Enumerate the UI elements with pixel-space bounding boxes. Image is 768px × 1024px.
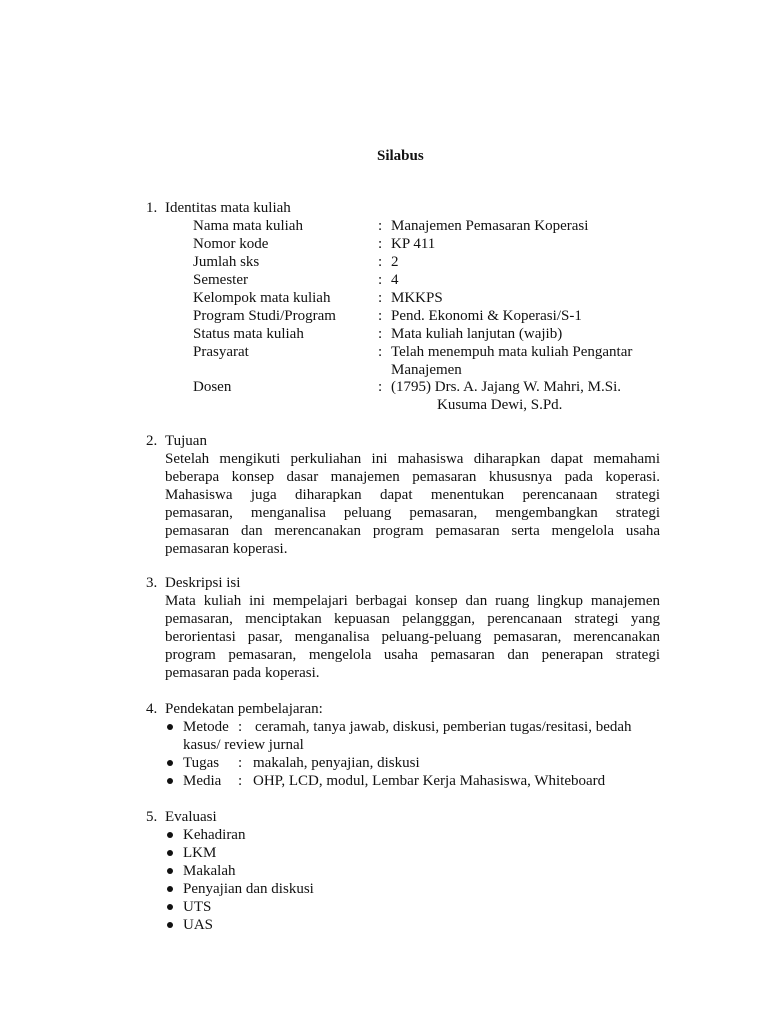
bullet-icon (167, 832, 173, 838)
section-2-paragraph (165, 450, 660, 558)
section-4-number: 4. (146, 701, 158, 717)
section-2-heading: Tujuan (165, 433, 207, 449)
identity-colon: : (378, 272, 383, 288)
evaluation-item: UAS (183, 917, 214, 933)
media-label: Media (183, 773, 222, 789)
identity-colon: : (378, 254, 383, 270)
paragraph-line: program pemasaran, mengelola usaha pemasaran dan penerapan strategi (165, 647, 660, 663)
paragraph-line: pemasaran koperasi. (165, 541, 288, 557)
evaluation-item: Penyajian dan diskusi (183, 881, 314, 897)
section-3-paragraph (165, 592, 660, 682)
method-value (255, 718, 658, 736)
method-value-cont: kasus/ review jurnal (183, 737, 304, 753)
identity-label-lecturer: Dosen (193, 379, 232, 395)
paragraph-line: beberapa konsep dasar manajemen pemasaran khususnya pada koperasi. (165, 469, 660, 485)
identity-value-lecturer-2: Kusuma Dewi, S.Pd. (437, 397, 563, 413)
section-5-number: 5. (146, 809, 158, 825)
identity-label-semester: Semester (193, 272, 248, 288)
method-value-text: ceramah, tanya jawab, diskusi, pemberian tugas/resitasi, bedah (255, 719, 632, 735)
section-2-number: 2. (146, 433, 158, 449)
evaluation-item: LKM (183, 845, 217, 861)
identity-value-semester: 4 (391, 272, 399, 288)
identity-colon: : (378, 236, 383, 252)
identity-value-course-name: Manajemen Pemasaran Koperasi (391, 218, 589, 234)
identity-label-course-name: Nama mata kuliah (193, 218, 303, 234)
identity-value-group: MKKPS (391, 290, 443, 306)
section-4-heading: Pendekatan pembelajaran: (165, 701, 323, 717)
evaluation-item: Kehadiran (183, 827, 246, 843)
section-3-heading: Deskripsi isi (165, 575, 241, 591)
identity-colon: : (378, 218, 383, 234)
bullet-icon (167, 868, 173, 874)
bullet-icon (167, 724, 173, 730)
task-colon: : (238, 755, 243, 771)
media-colon: : (238, 773, 243, 789)
identity-colon: : (378, 379, 383, 395)
task-label: Tugas (183, 755, 220, 771)
paragraph-line: Mata kuliah ini mempelajari berbagai konsep dan ruang lingkup manajemen (165, 593, 660, 609)
identity-label-code: Nomor kode (193, 236, 269, 252)
section-1-heading: Identitas mata kuliah (165, 200, 291, 216)
paragraph-line: berorientasi pasar, menganalisa peluang-peluang pemasaran, merencanakan (165, 629, 660, 645)
identity-label-status: Status mata kuliah (193, 326, 304, 342)
identity-label-group: Kelompok mata kuliah (193, 290, 331, 306)
paragraph-line: Mahasiswa juga diharapkan dapat menentukan perencanaan strategi (165, 487, 660, 503)
identity-colon: : (378, 308, 383, 324)
identity-value-status: Mata kuliah lanjutan (wajib) (391, 326, 563, 342)
bullet-icon (167, 778, 173, 784)
method-colon: : (238, 719, 243, 735)
identity-value-lecturer: (1795) Drs. A. Jajang W. Mahri, M.Si. (391, 379, 621, 395)
paragraph-line: Setelah mengikuti perkuliahan ini mahasiswa diharapkan dapat memahami (165, 451, 660, 467)
paragraph-line: pemasaran, menciptakan kepuasan pelangggan, perencanaan strategi yang (165, 611, 660, 627)
section-3-number: 3. (146, 575, 158, 591)
paragraph-line: pemasaran, menganalisa peluang pemasaran, mengembangkan strategi (165, 505, 660, 521)
identity-colon: : (378, 326, 383, 342)
identity-label-program: Program Studi/Program (193, 308, 336, 324)
paragraph-line: pemasaran dan merencanakan program pemasaran serta mengelola usaha (165, 523, 660, 539)
identity-value-prerequisite-cont: Manajemen (391, 362, 462, 378)
identity-colon: : (378, 344, 383, 360)
method-label: Metode (183, 719, 229, 735)
evaluation-item: UTS (183, 899, 212, 915)
identity-value-code: KP 411 (391, 236, 436, 252)
identity-value-program: Pend. Ekonomi & Koperasi/S-1 (391, 308, 582, 324)
task-value: makalah, penyajian, diskusi (253, 755, 420, 771)
section-1-number: 1. (146, 200, 158, 216)
identity-colon: : (378, 290, 383, 306)
media-value: OHP, LCD, modul, Lembar Kerja Mahasiswa, Whiteboard (253, 773, 606, 789)
section-5-heading: Evaluasi (165, 809, 217, 825)
bullet-icon (167, 886, 173, 892)
page-title: Silabus (377, 148, 424, 164)
bullet-icon (167, 922, 173, 928)
identity-value-prerequisite: Telah menempuh mata kuliah Pengantar (391, 344, 633, 360)
identity-label-sks: Jumlah sks (193, 254, 260, 270)
evaluation-item: Makalah (183, 863, 236, 879)
paragraph-line: pemasaran pada koperasi. (165, 665, 320, 681)
bullet-icon (167, 850, 173, 856)
bullet-icon (167, 904, 173, 910)
bullet-icon (167, 760, 173, 766)
identity-label-prerequisite: Prasyarat (193, 344, 249, 360)
identity-value-sks: 2 (391, 254, 399, 270)
